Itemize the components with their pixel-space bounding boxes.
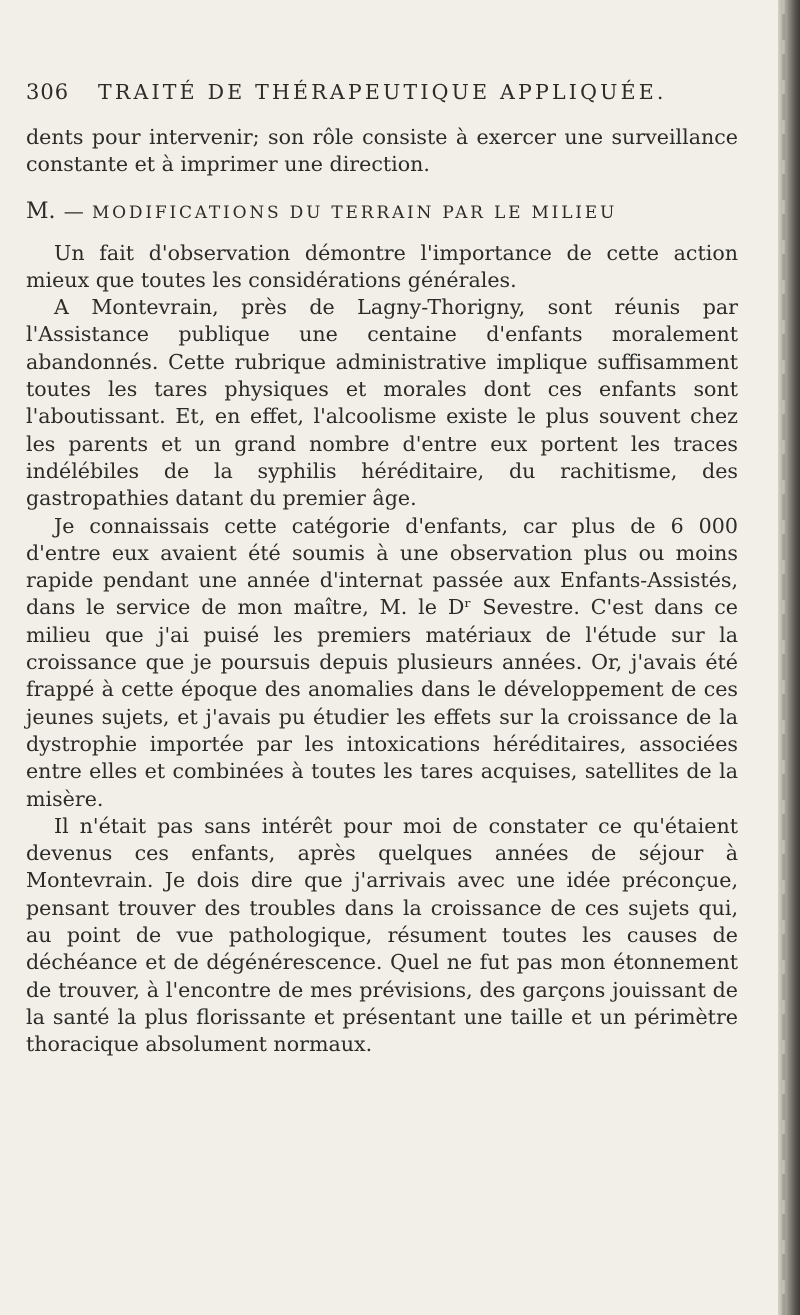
book-spine-edge xyxy=(778,0,800,1315)
section-title: MODIFICATIONS DU TERRAIN PAR LE MILIEU xyxy=(91,202,618,223)
running-title: TRAITÉ DE THÉRAPEUTIQUE APPLIQUÉE. xyxy=(98,80,667,104)
section-dash: — xyxy=(63,198,84,223)
page-header xyxy=(26,80,726,112)
paragraph-2: A Montevrain, près de Lagny-Thorigny, sont réunis par l'Assistance publique une centaine d'enfants moralement abandonnés. Cette rubrique administrative implique suffisamment toutes les tares physiques et morales dont ces enfants sont l'aboutissant. Et, en effet, l'alcoolisme existe le plus souvent chez les parents et un grand nombre d'entre eux portent les traces indélébiles de la syphilis héréditaire, du rachitisme, des gastropathies datant du premier âge. xyxy=(26,295,738,511)
paragraph-3: Je connaissais cette catégorie d'enfants, car plus de 6 000 d'entre eux avaient été soumis à une observation plus ou moins rapide pendant une année d'internat passée aux Enfants-Assistés, dans le service de mon maître, M. le Dʳ Sevestre. C'est dans ce milieu que j'ai puisé les premiers matériaux de l'étude sur la croissance que je poursuis depuis plusieurs années. Or, j'avais été frappé à cette époque des anomalies dans le développement de ces jeunes sujets, et j'avais pu étudier les effets sur la croissance de la dystrophie importée par les intoxications héréditaires, associées entre elles et combinées à toutes les tares acquises, satellites de la misère. xyxy=(26,513,738,811)
section-heading xyxy=(26,197,738,227)
section-letter: M. xyxy=(26,198,56,224)
paragraph-4: Il n'était pas sans intérêt pour moi de constater ce qu'étaient devenus ces enfants, après quelques années de séjour à Montevrain. Je dois dire que j'arrivais avec une idée préconçue, pensant trouver des troubles dans la croissance de ces sujets qui, au point de vue pathologique, résument toutes les causes de déchéance et de dégénérescence. Quel ne fut pas mon étonnement de trouver, à l'encontre de mes prévisions, des garçons jouissant de la santé la plus florissante et présentant une taille et un périmètre thoracique absolument normaux. xyxy=(26,813,738,1057)
page-number: 306 xyxy=(26,80,70,104)
body-text xyxy=(26,124,738,1059)
paragraph-1: Un fait d'observation démontre l'importance de cette action mieux que toutes les considérations générales. xyxy=(26,240,738,292)
opening-paragraph: dents pour intervenir; son rôle consiste à exercer une surveillance constante et à imprimer une direction. xyxy=(26,125,738,177)
